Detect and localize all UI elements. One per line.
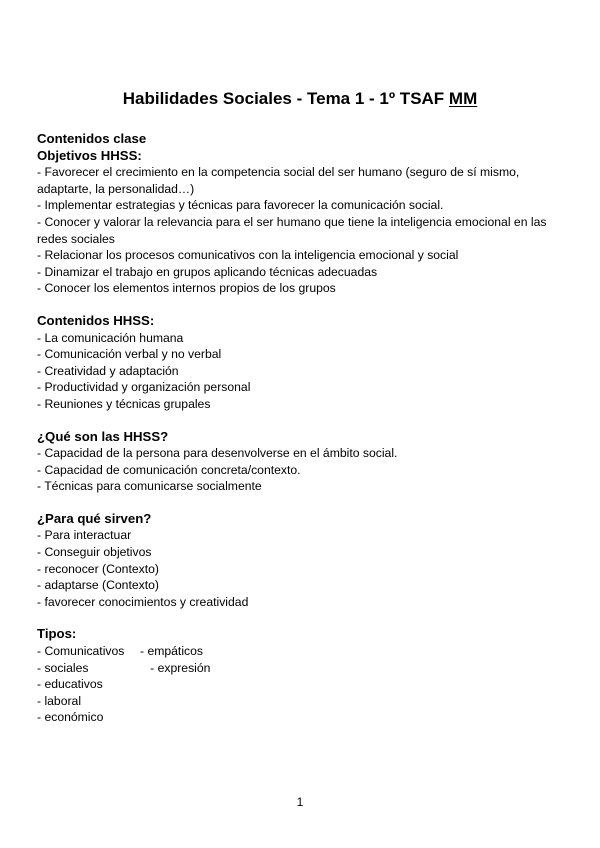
tipos-row — [37, 693, 577, 710]
list-item: - Técnicas para comunicarse socialmente — [37, 479, 262, 494]
section-heading: Contenidos HHSS: — [37, 312, 155, 328]
list-item: - Implementar estrategias y técnicas para favorecer la comunicación social. — [37, 198, 444, 213]
list-item: - Reuniones y técnicas grupales — [37, 396, 211, 411]
list-item: - reconocer (Contexto) — [37, 561, 159, 576]
tipos-row — [37, 660, 577, 677]
list-item: - Dinamizar el trabajo en grupos aplicando técnicas adecuadas — [37, 264, 378, 279]
tipos-item: - Comunicativos — [37, 644, 125, 659]
tipos-item: - educativos — [37, 677, 103, 692]
section-heading: Contenidos clase — [37, 131, 147, 146]
list-item: - Favorecer el crecimiento en la competencia social del ser humano (seguro de sí mismo, adaptarte, la personalidad…) — [37, 165, 520, 196]
list-item: - adaptarse (Contexto) — [37, 578, 159, 593]
section-objetivos — [37, 131, 577, 297]
document-title — [0, 89, 600, 109]
page-number: 1 — [296, 795, 304, 809]
list-item: - La comunicación humana — [37, 330, 184, 345]
list-item: - Relacionar los procesos comunicativos con la inteligencia emocional y social — [37, 248, 459, 263]
list-item: - Conocer y valorar la relevancia para el ser humano que tiene la inteligencia emocional en las redes sociales — [37, 214, 547, 246]
tipos-item: - empáticos — [140, 644, 203, 659]
list-item: - Capacidad de comunicación concreta/contexto. — [37, 462, 301, 477]
section-heading: Objetivos HHSS: — [37, 147, 142, 163]
document-body — [37, 131, 577, 726]
list-item: - Conseguir objetivos — [37, 545, 152, 560]
list-item: - favorecer conocimientos y creatividad — [37, 594, 249, 609]
section-tipos — [37, 626, 577, 726]
list-item: - Capacidad de la persona para desenvolverse en el ámbito social. — [37, 446, 398, 461]
tipos-item: - expresión — [140, 660, 211, 675]
tipos-item: - económico — [37, 710, 104, 725]
tipos-row — [37, 643, 577, 660]
section-para-que — [37, 511, 577, 611]
title-underlined-text: MM — [448, 89, 478, 108]
list-item: - Para interactuar — [37, 528, 132, 543]
tipos-item: - laboral — [37, 693, 82, 708]
section-que-son — [37, 429, 577, 495]
tipos-row — [37, 676, 577, 693]
tipos-item: - sociales — [37, 660, 89, 675]
section-heading: Tipos: — [37, 626, 77, 642]
list-item: - Conocer los elementos internos propios de los grupos — [37, 281, 336, 296]
list-item: - Creatividad y adaptación — [37, 363, 179, 378]
tipos-row — [37, 709, 577, 726]
list-item: - Productividad y organización personal — [37, 380, 251, 395]
title-text: Habilidades Sociales - Tema 1 - 1º TSAF — [122, 89, 449, 108]
list-item: - Comunicación verbal y no verbal — [37, 347, 222, 362]
section-heading: ¿Qué son las HHSS? — [37, 428, 169, 444]
section-heading: ¿Para qué sirven? — [37, 510, 152, 526]
section-contenidos — [37, 313, 577, 413]
